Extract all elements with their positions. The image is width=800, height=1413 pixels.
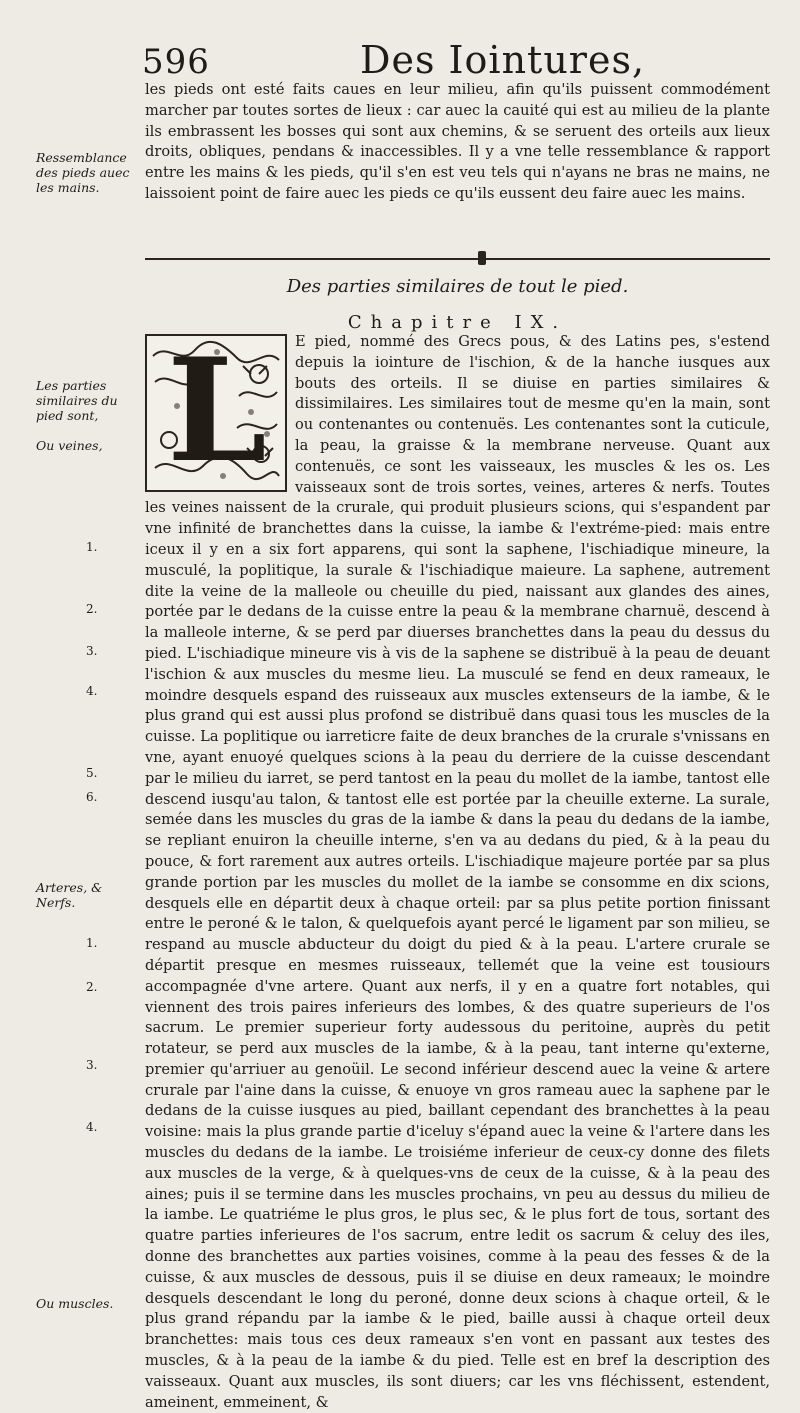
paragraph-intro xyxy=(145,80,770,205)
decorated-initial xyxy=(145,328,287,494)
chapter-heading: Chapitre IX. xyxy=(347,312,568,333)
paragraph-intro-text: les pieds ont esté faits caues en leur milieu, afin qu'ils puissent commodément marcher par toutes sortes de lieux : car auec la cauité qui est au milieu de la plante ils embrassent les bosses qui sont aux chemins, & se seruent des orteils aux lieux droits, obliques, pendans & inaccessibles. Il y a vne telle ressemblance & rapport entre les mains & les pieds, qu'il s'en est veu tels qui n'ayans ne bras ne mains, ne laissoient point de faire auec les pieds ce qu'ils eussent deu faire auec les mains. xyxy=(145,81,770,202)
margin-number: 1. xyxy=(86,540,98,554)
paragraph-main-text: E pied, nommé des Grecs pous, & des Latins pes, s'estend depuis la iointure de l'ischion, & de la hanche iusques aux bouts des orteils. Il se diuise en parties similaires & dissimilaires. Les similaires tout de mesme qu'en la main, sont ou contenantes ou contenuës. Les contenantes sont la cuticule, la peau, la graisse & la membrane nerveuse. Quant aux contenuës, ce sont les vaisseaux, les muscles & les os. Les vaisseaux sont de trois sortes, veines, arteres & nerfs. Toutes les veines naissent de la crurale, qui produit plusieurs scions, qui s'espandent par vne infinité de branchettes dans la cuisse, la iambe & l'extréme-pied: mais entre iceux il y en a six fort apparens, qui sont la saphene, l'ischiadique mineure, la musculé, la poplitique, la surale & l'ischiadique maieure. La saphene, autrement dite la veine de la malleole ou cheuille du pied, naissant aux glandes des aines, portée par le dedans de la cuisse entre la peau & la membrane charnuë, descend à la malleole interne, & se perd par diuerses branchettes dans la peau du dessus du pied. L'ischiadique mineure vis à vis de la saphene se distribuë à la peau de deuant l'ischion & aux muscles du mesme lieu. La musculé se fend en deux rameaux, le moindre desquels espand des ruisseaux aux muscles extenseurs de la iambe, & le plus grand qui est aussi plus profond se distribuë dans quasi tous les muscles de la cuisse. La poplitique ou iarreticre faite de deux branches de la crurale s'vnissans en vne, ayant enuoyé quelques scions à la peau du derriere de la cuisse descendant par le milieu du iarret, se perd tantost en la peau du mollet de la iambe, tantost elle descend iusqu'au talon, & tantost elle est portée par la cheuille externe. La surale, semée dans les muscles du gras de la iambe & dans la peau du dedans de la iambe, se repliant enuiron la cheuille interne, s'en va au dedans du pied, & à la peau du pouce, & fort rarement aux autres orteils. L'ischiadique majeure portée par sa plus grande portion par les muscles du mollet de la iambe se consomme en dix scions, desquels elle en départit deux à chaque orteil: par sa plus petite portion finissant entre le peroné & le talon, & quelquefois ayant percé le ligament par son milieu, se respand au muscle abducteur du doigt du pied & à la peau. L'artere crurale se départit presque en mesmes ruisseaux, tellemét que la veine est tousiours accompagnée d'vne artere. Quant aux nerfs, il y en a quatre fort notables, qui viennent des trois paires inferieurs des lombes, & des quatre superieurs de l'os sacrum. Le premier superieur forty audessous du peritoine, auprès du petit rotateur, se perd aux muscles de la iambe, & à la peau, tant interne qu'externe, premier qu'arriuer au genoüil. Le second inférieur descend auec la veine & artere crurale par l'aine dans la cuisse, & enuoye vn gros rameau auec la saphene par le dedans de la cuisse iusques au pied, baillant cependant des branchettes à la peau voisine: mais la plus grande partie d'iceluy s'épand auec la veine & l'artere dans les muscles du dedans de la iambe. Le troisiéme inferieur de ceux-cy donne des filets aux muscles de la verge, & à quelques-vns de ceux de la cuisse, & à la peau des aines; puis il se termine dans les muscles prochains, vn peu au dessus du milieu de la iambe. Le quatriéme le plus gros, le plus sec, & le plus fort de tous, sortant des quatre parties inferieures de l'os sacrum, entre ledit os sacrum & celuy des iles, donne des branchettes aux parties voisines, comme à la peau des fesses & de la cuisse, & aux muscles de dessous, puis il se diuise en deux rameaux; le moindre desquels descendant le long du peroné, donne deux scions à chaque orteil, & le plus grand répandu par la iambe & le pied, baille aussi à chaque orteil deux branchettes: mais tous ces deux rameaux s'en vont en passant aux testes des muscles, & à la peau de la iambe & du pied. Telle est en bref la description des vaisseaux. Quant aux muscles, ils sont diuers; car les vns fléchissent, estendent, ameinent, emmeinent, & xyxy=(145,333,770,1411)
margin-note: Ou veines, xyxy=(36,438,103,453)
initial-letter: L xyxy=(167,328,267,494)
margin-note: Ou muscles. xyxy=(36,1296,114,1311)
margin-number: 6. xyxy=(86,790,98,804)
margin-number: 3. xyxy=(86,1058,98,1072)
page-number: 596 xyxy=(142,42,210,82)
rule-ornament xyxy=(478,251,486,265)
margin-number: 5. xyxy=(86,766,98,780)
margin-note: Les parties similaires du pied sont, xyxy=(36,378,118,423)
margin-number: 3. xyxy=(86,644,98,658)
paragraph-main xyxy=(145,328,770,1413)
margin-number: 2. xyxy=(86,980,98,994)
section-title: Des parties similaires de tout le pied. xyxy=(286,276,629,297)
margin-note: Ressemblance des pieds auec les mains. xyxy=(36,150,130,195)
margin-number: 4. xyxy=(86,684,98,698)
running-head: Des Iointures, xyxy=(360,38,646,82)
horizontal-rule xyxy=(145,258,770,260)
margin-number: 2. xyxy=(86,602,98,616)
margin-note: Arteres, & Nerfs. xyxy=(36,880,103,910)
margin-number: 4. xyxy=(86,1120,98,1134)
margin-number: 1. xyxy=(86,936,98,950)
